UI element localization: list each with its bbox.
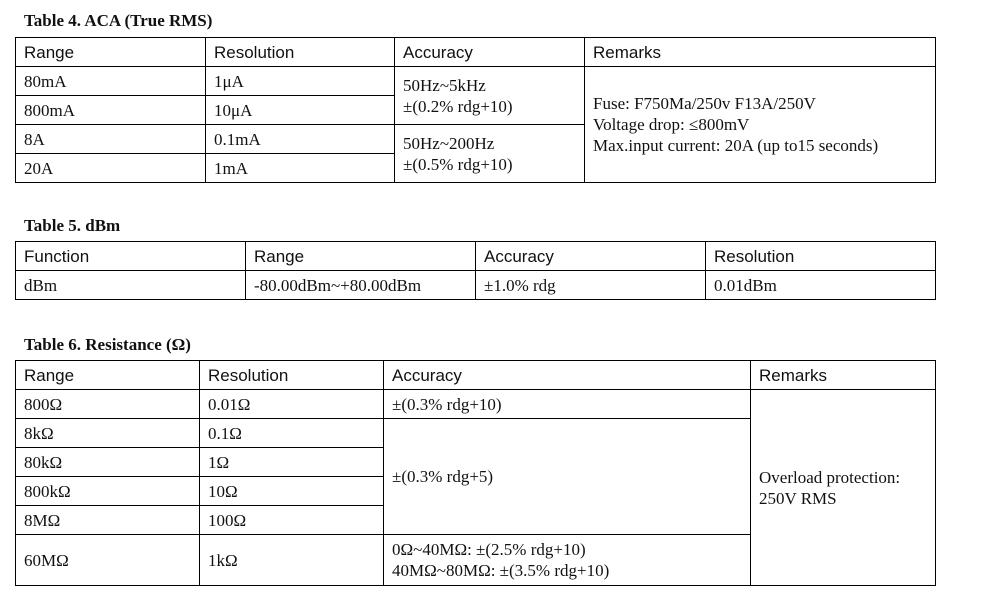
table4-range-cell: 800mA: [16, 96, 206, 125]
table4-accuracy-freq: 50Hz~5kHz: [403, 75, 486, 95]
table6-header-resolution: Resolution: [200, 361, 384, 390]
table5-title: Table 5. dBm: [24, 216, 121, 235]
table5-function-cell: dBm: [16, 271, 246, 300]
table4-range-cell: 20A: [16, 154, 206, 183]
table6-resolution-cell: 1Ω: [200, 448, 384, 477]
table-row: [16, 390, 936, 419]
table4-accuracy-freq: 50Hz~200Hz: [403, 133, 495, 153]
table5-header-accuracy: Accuracy: [476, 242, 706, 271]
table4-header-remarks: Remarks: [585, 38, 936, 67]
table6-resolution-cell: 100Ω: [200, 506, 384, 535]
table4-remarks-cell: [585, 67, 936, 183]
table5-range-cell: -80.00dBm~+80.00dBm: [246, 271, 476, 300]
table5-header-row: [16, 242, 936, 271]
table5-header-function: Function: [16, 242, 246, 271]
table6-range-cell: 80kΩ: [16, 448, 200, 477]
table6-range-cell: 8MΩ: [16, 506, 200, 535]
table-row: [16, 67, 936, 96]
table4-accuracy-value: ±(0.2% rdg+10): [403, 96, 513, 116]
table5-resolution-cell: 0.01dBm: [706, 271, 936, 300]
table4-range-cell: 8A: [16, 125, 206, 154]
table4-resolution-cell: 1mA: [206, 154, 395, 183]
table4-resolution-cell: 1μA: [206, 67, 395, 96]
table4: [15, 37, 936, 183]
table4-range-cell: 80mA: [16, 67, 206, 96]
table6-range-cell: 60MΩ: [16, 535, 200, 586]
table4-remark-voltage-drop: Voltage drop: ≤800mV: [593, 115, 750, 134]
table4-remark-fuse: Fuse: F750Ma/250v F13A/250V: [593, 94, 816, 113]
table6-range-cell: 8kΩ: [16, 419, 200, 448]
table6-accuracy-group: ±(0.3% rdg+5): [384, 419, 751, 535]
table5: [15, 241, 936, 300]
table6-remark-line: 250V RMS: [759, 488, 837, 508]
table4-header-accuracy: Accuracy: [395, 38, 585, 67]
table6-title: Table 6. Resistance (Ω): [24, 335, 191, 354]
table4-remark-max-current: Max.input current: 20A (up to15 seconds): [593, 136, 879, 155]
table4-accuracy-group-2: [395, 125, 585, 183]
table5-header-range: Range: [246, 242, 476, 271]
table4-accuracy-value: ±(0.5% rdg+10): [403, 154, 513, 174]
table6-resolution-cell: 0.1Ω: [200, 419, 384, 448]
table6-header-range: Range: [16, 361, 200, 390]
table4-accuracy-group-1: [395, 67, 585, 125]
table6: [15, 360, 936, 586]
table4-resolution-cell: 0.1mA: [206, 125, 395, 154]
table-row: [16, 271, 936, 300]
table6-header-row: [16, 361, 936, 390]
table5-header-resolution: Resolution: [706, 242, 936, 271]
table6-resolution-cell: 0.01Ω: [200, 390, 384, 419]
table4-header-row: [16, 38, 936, 67]
table6-header-accuracy: Accuracy: [384, 361, 751, 390]
table6-header-remarks: Remarks: [751, 361, 936, 390]
table6-remarks-cell: [751, 390, 936, 586]
table5-accuracy-cell: ±1.0% rdg: [476, 271, 706, 300]
table4-title: Table 4. ACA (True RMS): [24, 11, 213, 30]
table4-resolution-cell: 10μA: [206, 96, 395, 125]
table6-accuracy-last: [384, 535, 751, 586]
table6-range-cell: 800Ω: [16, 390, 200, 419]
table4-header-resolution: Resolution: [206, 38, 395, 67]
table6-accuracy-line: 40MΩ~80MΩ: ±(3.5% rdg+10): [392, 561, 610, 580]
table6-range-cell: 800kΩ: [16, 477, 200, 506]
table6-remark-line: Overload protection:: [759, 467, 901, 487]
table6-resolution-cell: 1kΩ: [200, 535, 384, 586]
table6-resolution-cell: 10Ω: [200, 477, 384, 506]
table4-header-range: Range: [16, 38, 206, 67]
table6-accuracy-line: 0Ω~40MΩ: ±(2.5% rdg+10): [392, 540, 586, 559]
table6-accuracy-cell: ±(0.3% rdg+10): [384, 390, 751, 419]
